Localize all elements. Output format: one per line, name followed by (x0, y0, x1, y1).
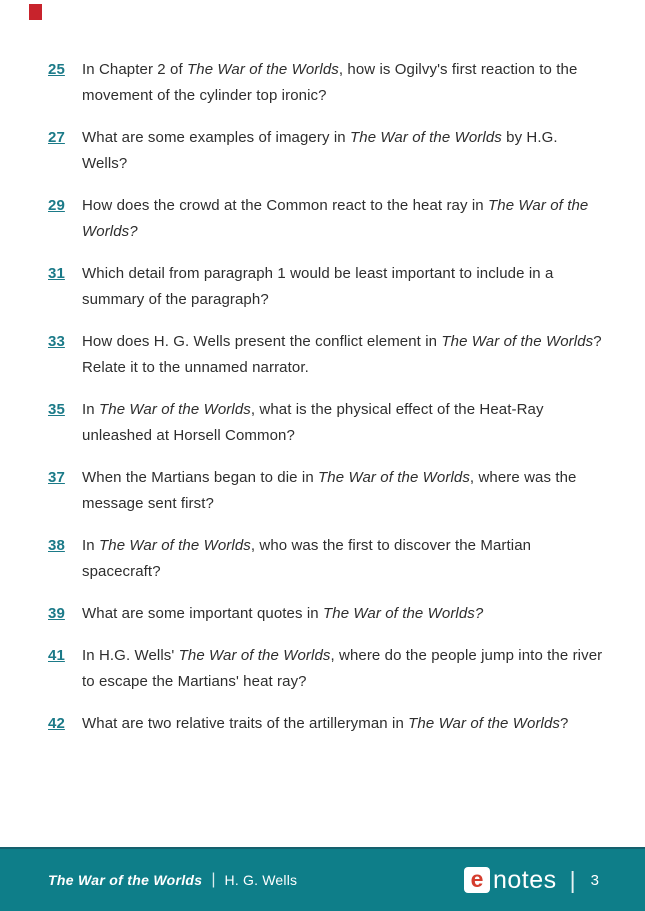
question-text (82, 711, 604, 737)
question-row (48, 711, 604, 737)
question-text (82, 329, 604, 381)
question-row (48, 57, 604, 109)
question-text-segment: , where was the message sent first? (82, 469, 577, 512)
question-number-link[interactable]: 41 (48, 647, 65, 664)
footer-separator: | (211, 871, 216, 888)
book-title-italic: The War of the Worlds (318, 469, 470, 486)
question-row (48, 125, 604, 177)
book-title-italic: The War of the Worlds (178, 647, 331, 664)
question-text-segment: How does H. G. Wells present the conflict element in (82, 333, 442, 350)
book-title-italic: The War of the Worlds (349, 129, 502, 146)
question-row (48, 329, 604, 381)
question-row (48, 397, 604, 449)
question-text-segment: In (82, 401, 99, 418)
page-number: 3 (590, 871, 599, 889)
question-number-link[interactable]: 33 (48, 333, 65, 350)
questions-list (48, 57, 604, 753)
question-text-segment: , how is Ogilvy's first reaction to the movement of the cylinder top ironic? (82, 61, 578, 104)
enotes-logo-text: notes (493, 865, 557, 894)
question-text (82, 125, 604, 177)
question-number-link[interactable]: 39 (48, 605, 65, 622)
question-text-segment: ? (560, 715, 569, 732)
question-text-segment: Which detail from paragraph 1 would be least important to include in a summary of the paragraph? (82, 265, 554, 308)
question-text (82, 397, 604, 449)
question-number-link[interactable]: 31 (48, 265, 65, 282)
question-text (82, 533, 604, 585)
question-text-segment: , what is the physical effect of the Heat-Ray unleashed at Horsell Common? (82, 401, 544, 444)
question-text (82, 601, 604, 627)
page-footer (0, 847, 645, 911)
question-number-link[interactable]: 25 (48, 61, 65, 78)
footer-page-divider: | (569, 866, 576, 893)
question-number-link[interactable]: 35 (48, 401, 65, 418)
enotes-e-icon: e (464, 867, 490, 893)
question-number-link[interactable]: 27 (48, 129, 65, 146)
question-row (48, 261, 604, 313)
book-title-italic: The War of the Worlds (408, 715, 561, 732)
book-title-italic: The War of the Worlds (187, 61, 339, 78)
question-number-link[interactable]: 29 (48, 197, 65, 214)
question-text (82, 261, 604, 313)
red-corner-marker (29, 4, 42, 20)
footer-book-title: The War of the Worlds (48, 872, 203, 888)
question-text-segment: In Chapter 2 of (82, 61, 187, 78)
question-text-segment: ? Relate it to the unnamed narrator. (82, 333, 602, 376)
question-text-segment: by H.G. Wells? (82, 129, 558, 172)
question-number-link[interactable]: 38 (48, 537, 65, 554)
question-text (82, 57, 604, 109)
question-text (82, 193, 604, 245)
question-text (82, 465, 604, 517)
question-row (48, 533, 604, 585)
question-number-link[interactable]: 42 (48, 715, 65, 732)
question-text-segment: How does the crowd at the Common react to the heat ray in (82, 197, 489, 214)
book-title-italic: The War of the Worlds (98, 537, 251, 554)
question-text-segment: , where do the people jump into the river to escape the Martians' heat ray? (82, 647, 603, 690)
question-number-link[interactable]: 37 (48, 469, 65, 486)
question-row (48, 465, 604, 517)
question-text-segment: What are some important quotes in (82, 605, 324, 622)
footer-author: H. G. Wells (224, 872, 298, 888)
question-row (48, 193, 604, 245)
enotes-logo (464, 866, 557, 895)
question-text-segment: What are two relative traits of the artilleryman in (82, 715, 409, 732)
question-text-segment: What are some examples of imagery in (82, 129, 350, 146)
book-title-italic: The War of the Worlds? (82, 197, 589, 240)
book-title-italic: The War of the Worlds (98, 401, 251, 418)
question-text-segment: In (82, 537, 99, 554)
question-text-segment: When the Martians began to die in (82, 469, 319, 486)
book-title-italic: The War of the Worlds? (323, 605, 484, 622)
question-row (48, 643, 604, 695)
footer-brand-area (464, 866, 599, 895)
question-row (48, 601, 604, 627)
question-text-segment: , who was the first to discover the Martian spacecraft? (82, 537, 532, 580)
footer-book-info (48, 871, 297, 889)
question-text (82, 643, 604, 695)
book-title-italic: The War of the Worlds (441, 333, 594, 350)
question-text-segment: In H.G. Wells' (82, 647, 179, 664)
